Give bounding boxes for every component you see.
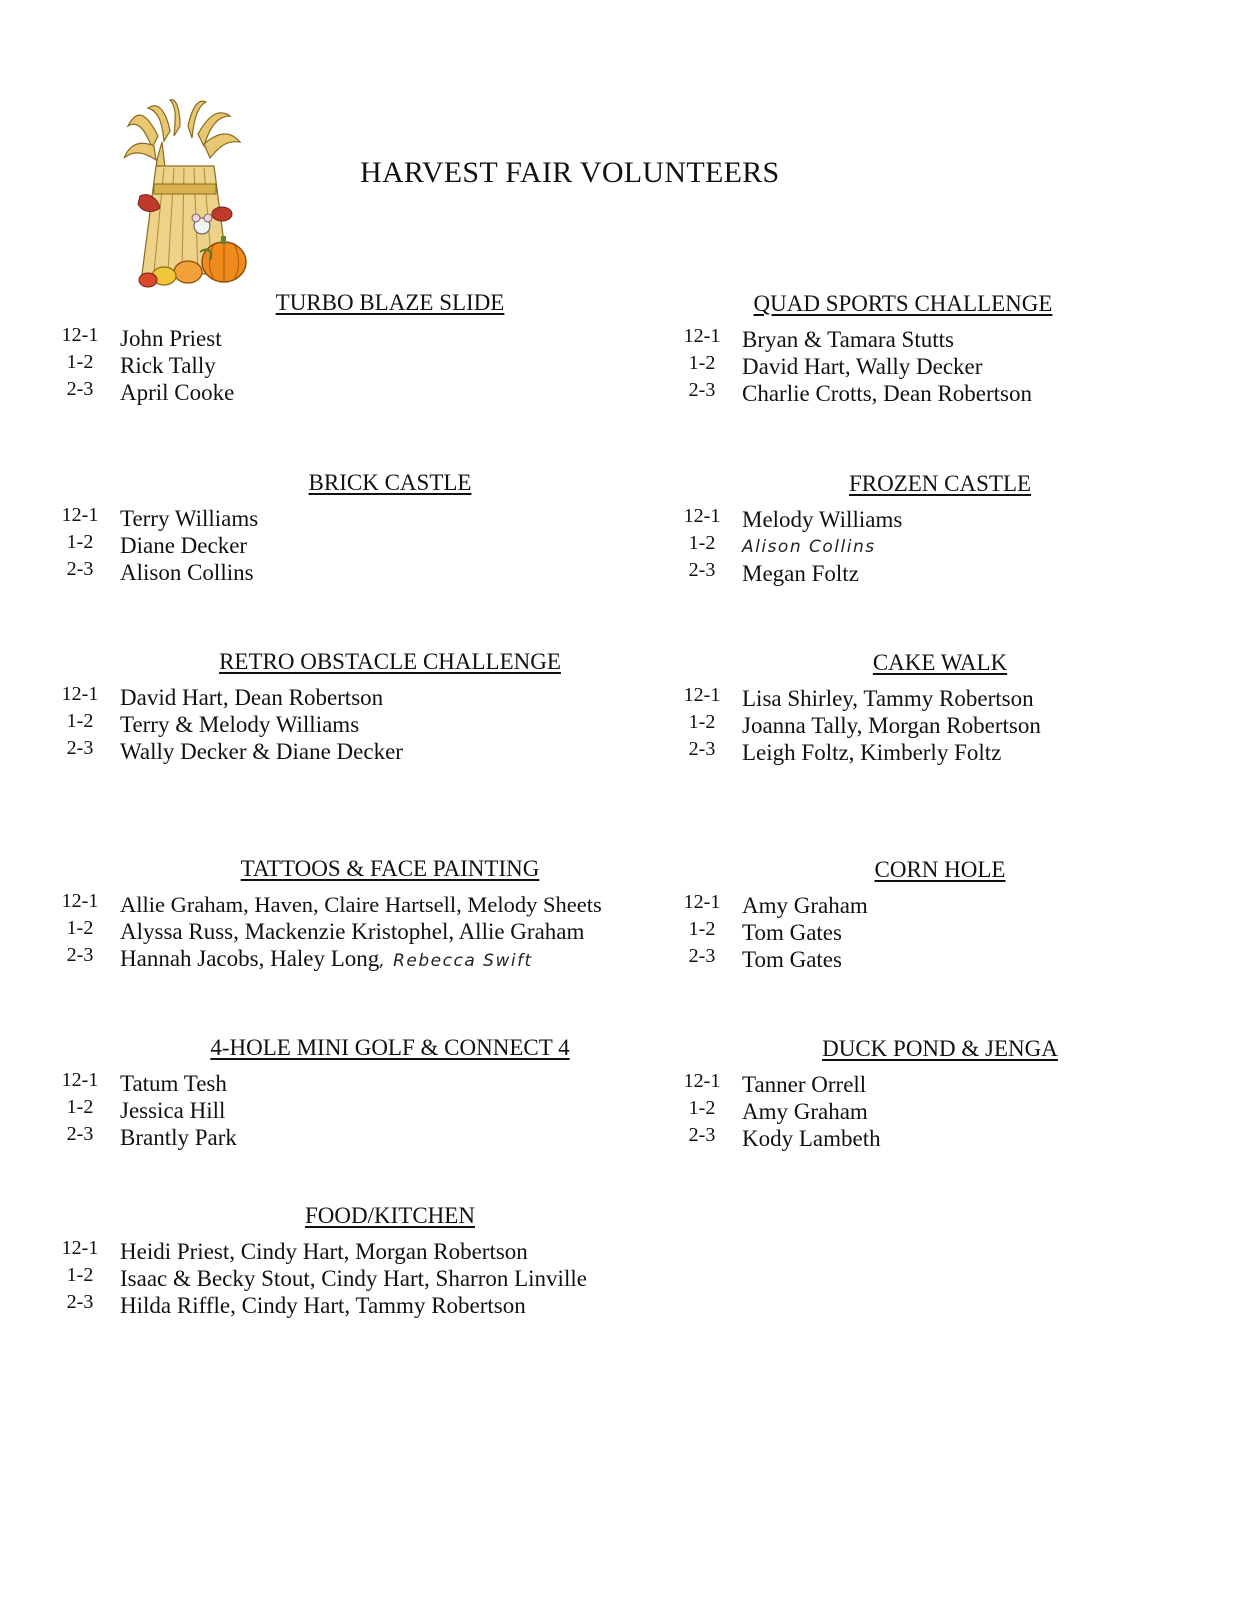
section-turbo-blaze-slide: [58, 290, 698, 410]
section-duck-pond-jenga: [680, 1036, 1200, 1156]
time-slot: 1-2: [688, 711, 716, 733]
time-slot: 1-2: [66, 351, 94, 373]
time-slot: 2-3: [688, 1124, 716, 1146]
time-slot: 1-2: [688, 918, 716, 940]
time-slot: 2-3: [688, 945, 716, 967]
page-title: HARVEST FAIR VOLUNTEERS: [360, 156, 780, 189]
section-quad-sports-challenge: [680, 291, 1200, 411]
handwritten-names: Alison Collins: [742, 537, 876, 557]
time-slot: 2-3: [66, 1291, 94, 1313]
section-retro-obstacle-challenge: [58, 649, 698, 769]
section-corn-hole: [680, 857, 1200, 977]
volunteer-names: David Hart, Wally Decker: [742, 354, 983, 379]
volunteer-names: Tom Gates: [742, 947, 842, 972]
section-title: RETRO OBSTACLE CHALLENGE: [219, 649, 561, 674]
volunteer-names: Joanna Tally, Morgan Robertson: [742, 713, 1041, 738]
volunteer-names: Megan Foltz: [742, 561, 859, 586]
volunteer-names: Tatum Tesh: [120, 1071, 227, 1096]
volunteer-names: Allie Graham, Haven, Claire Hartsell, Melody Sheets: [120, 892, 602, 917]
time-slot: 1-2: [688, 352, 716, 374]
section-tattoos-face-painting: [58, 856, 678, 976]
section-title: CAKE WALK: [872, 650, 1008, 675]
section-title: 4-HOLE MINI GOLF & CONNECT 4: [210, 1035, 570, 1060]
time-slot: 12-1: [61, 683, 99, 705]
time-slot: 12-1: [683, 684, 721, 706]
corn-shock-pumpkin-icon: [118, 96, 258, 292]
volunteer-names: Bryan & Tamara Stutts: [742, 327, 954, 352]
volunteer-names: Wally Decker & Diane Decker: [120, 739, 403, 764]
time-slot: 12-1: [61, 1069, 99, 1091]
volunteer-names: David Hart, Dean Robertson: [120, 685, 384, 710]
time-slot: 1-2: [66, 710, 94, 732]
volunteer-names: Hilda Riffle, Cindy Hart, Tammy Robertson: [120, 1293, 526, 1318]
time-slot: 12-1: [61, 324, 99, 346]
section-title: FOOD/KITCHEN: [305, 1203, 475, 1228]
time-slot: 12-1: [683, 1070, 721, 1092]
time-slot: 1-2: [66, 531, 94, 553]
time-slot: 2-3: [66, 944, 94, 966]
volunteer-names: Isaac & Becky Stout, Cindy Hart, Sharron Linville: [120, 1266, 587, 1291]
section-title: CORN HOLE: [874, 857, 1006, 882]
section-brick-castle: [58, 470, 698, 590]
section-title: FROZEN CASTLE: [848, 471, 1032, 496]
time-slot: 2-3: [66, 558, 94, 580]
section-title: BRICK CASTLE: [308, 470, 472, 495]
section-cake-walk: [680, 650, 1200, 770]
time-slot: 12-1: [61, 504, 99, 526]
handwritten-names: , Rebecca Swift: [379, 951, 533, 971]
section-frozen-castle: [680, 471, 1200, 591]
volunteer-names: Amy Graham: [742, 893, 868, 918]
time-slot: 12-1: [61, 1237, 99, 1259]
volunteer-names: Alyssa Russ, Mackenzie Kristophel, Allie Graham: [120, 919, 585, 944]
volunteer-names: Brantly Park: [120, 1125, 237, 1150]
volunteer-names: Amy Graham: [742, 1099, 868, 1124]
section-food-kitchen: [58, 1203, 698, 1323]
volunteer-names: Kody Lambeth: [742, 1126, 881, 1151]
time-slot: 2-3: [66, 378, 94, 400]
volunteer-names: Tanner Orrell: [742, 1072, 867, 1097]
section-mini-golf-connect-4: [58, 1035, 698, 1155]
time-slot: 2-3: [66, 737, 94, 759]
time-slot: 12-1: [683, 325, 721, 347]
section-title: QUAD SPORTS CHALLENGE: [753, 291, 1053, 316]
volunteer-names: Leigh Foltz, Kimberly Foltz: [742, 740, 1002, 765]
time-slot: 12-1: [683, 505, 721, 527]
volunteer-names: John Priest: [120, 326, 222, 351]
time-slot: 12-1: [683, 891, 721, 913]
volunteer-names: Melody Williams: [742, 507, 903, 532]
time-slot: 2-3: [688, 559, 716, 581]
volunteer-names: Alison Collins: [120, 560, 254, 585]
time-slot: 2-3: [688, 379, 716, 401]
volunteer-names-typed: Hannah Jacobs, Haley Long: [120, 946, 380, 971]
section-title: DUCK POND & JENGA: [822, 1036, 1058, 1061]
volunteer-names: Terry & Melody Williams: [120, 712, 360, 737]
time-slot: 1-2: [66, 1096, 94, 1118]
time-slot: 2-3: [66, 1123, 94, 1145]
volunteer-names: Terry Williams: [120, 506, 259, 531]
volunteer-names: Tom Gates: [742, 920, 842, 945]
volunteer-names: Heidi Priest, Cindy Hart, Morgan Robertson: [120, 1239, 528, 1264]
volunteer-names: Charlie Crotts, Dean Robertson: [742, 381, 1033, 406]
time-slot: 1-2: [66, 1264, 94, 1286]
volunteer-names: Rick Tally: [120, 353, 216, 378]
time-slot: 1-2: [688, 532, 716, 554]
volunteer-names: Jessica Hill: [120, 1098, 226, 1123]
time-slot: 1-2: [66, 917, 94, 939]
section-title: TATTOOS & FACE PAINTING: [240, 856, 540, 881]
time-slot: 2-3: [688, 738, 716, 760]
time-slot: 1-2: [688, 1097, 716, 1119]
volunteer-names: [120, 946, 533, 972]
volunteer-names: April Cooke: [120, 380, 235, 405]
section-title: TURBO BLAZE SLIDE: [275, 290, 505, 315]
volunteer-names: Diane Decker: [120, 533, 248, 558]
volunteer-names: Lisa Shirley, Tammy Robertson: [742, 686, 1034, 711]
time-slot: 12-1: [61, 890, 99, 912]
